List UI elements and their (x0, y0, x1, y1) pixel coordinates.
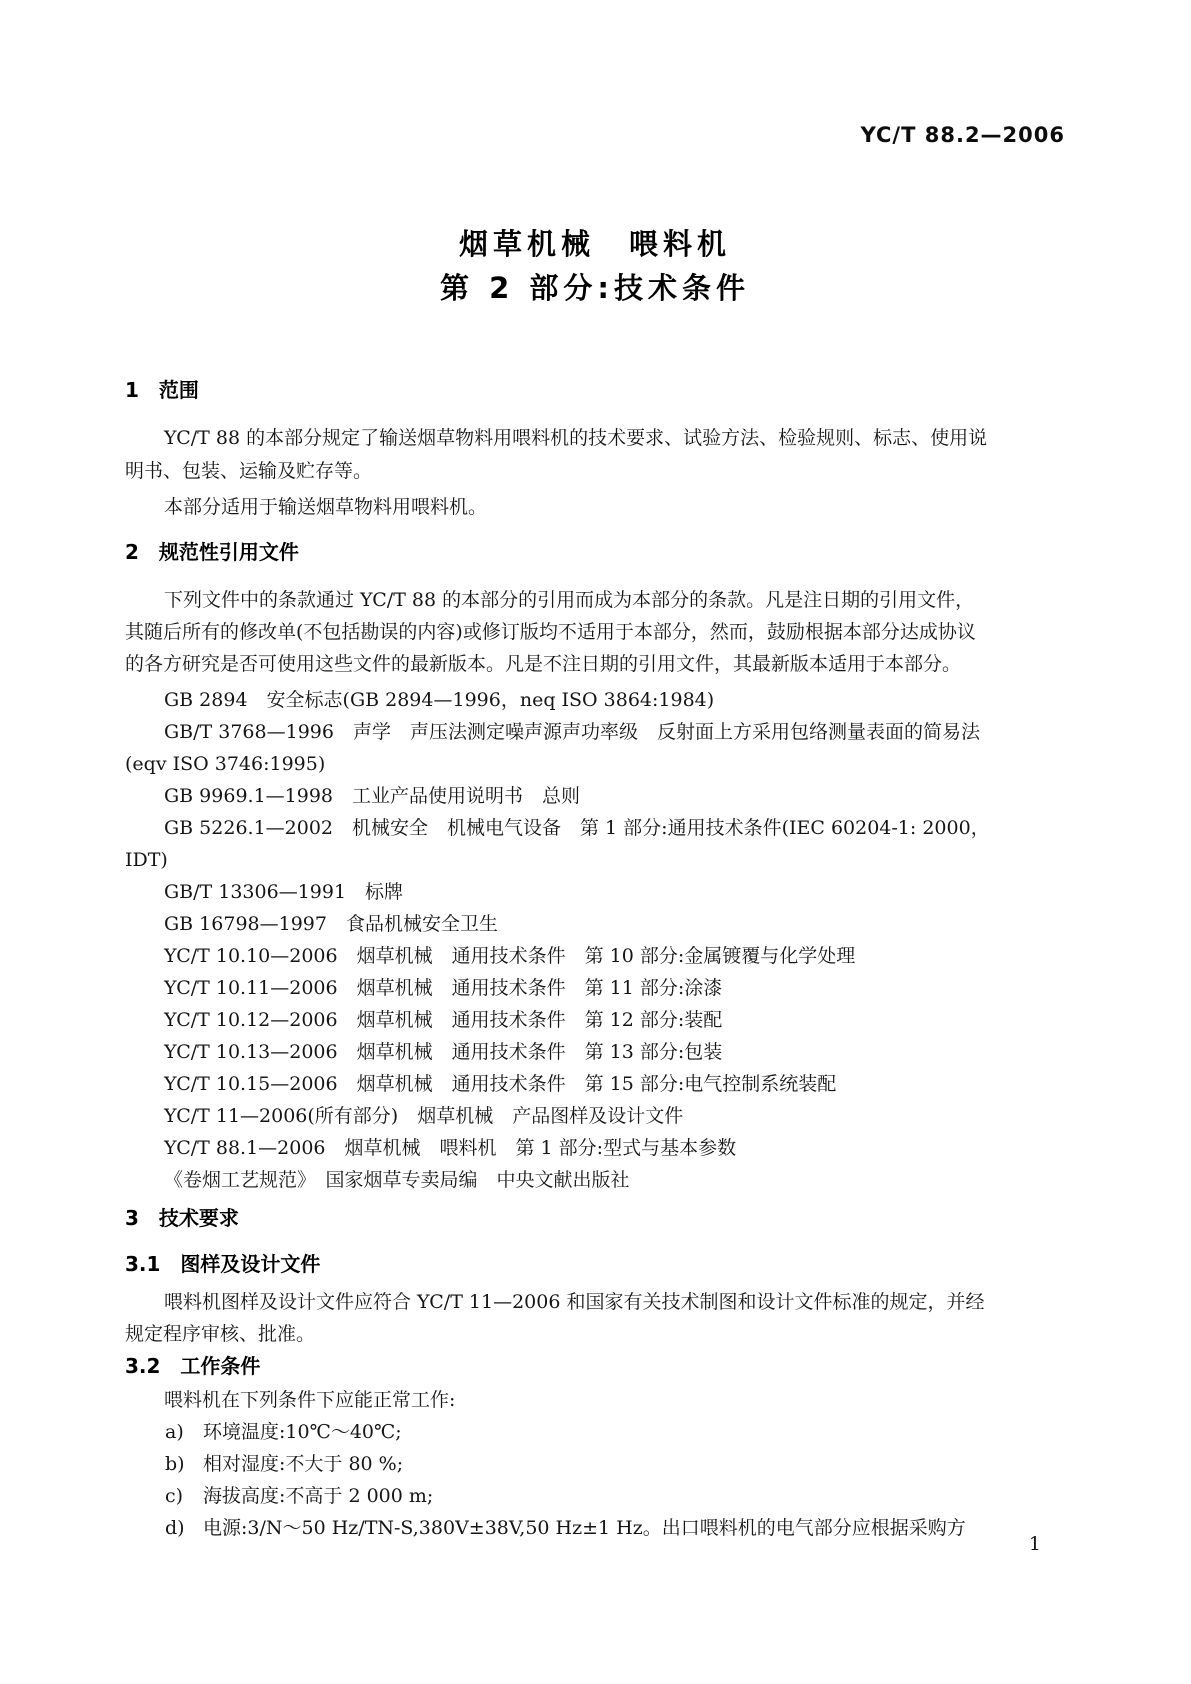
condition-text: 海拔高度:不高于 2 000 m; (203, 1485, 434, 1507)
reference-item: GB/T 3768—1996 声学 声压法测定噪声源声功率级 反射面上方采用包络测量表面的简易法 (164, 721, 980, 743)
condition-label: c) (165, 1485, 184, 1507)
reference-item: YC/T 11—2006(所有部分) 烟草机械 产品图样及设计文件 (164, 1105, 684, 1127)
references-list (125, 684, 1065, 1196)
reference-item: YC/T 10.13—2006 烟草机械 通用技术条件 第 13 部分:包装 (164, 1041, 723, 1063)
condition-label: b) (165, 1453, 185, 1475)
reference-item-continuation: (eqv ISO 3746:1995) (125, 753, 326, 775)
reference-item: 《卷烟工艺规范》 国家烟草专卖局编 中央文献出版社 (164, 1169, 630, 1191)
scope-paragraph-line: 本部分适用于输送烟草物料用喂料机。 (164, 496, 488, 518)
condition-text: 环境温度:10℃～40℃; (203, 1421, 402, 1443)
section-3-2-heading: 3.2 工作条件 (125, 1354, 261, 1378)
references-intro-line: 下列文件中的条款通过 YC/T 88 的本部分的引用而成为本部分的条款。凡是注日期的引用文件， (164, 589, 975, 611)
condition-item-d (125, 1512, 1065, 1544)
condition-text: 相对湿度:不大于 80 %; (203, 1453, 404, 1475)
section-1-heading: 1 范围 (125, 378, 199, 402)
section-3-heading: 3 技术要求 (125, 1206, 239, 1230)
condition-item-c (125, 1480, 1065, 1512)
reference-item: GB/T 13306—1991 标牌 (164, 881, 404, 903)
document-title-line2: 第 2 部分:技术条件 (440, 271, 750, 305)
working-conditions-list (125, 1416, 1065, 1544)
reference-item: YC/T 10.12—2006 烟草机械 通用技术条件 第 12 部分:装配 (164, 1009, 723, 1031)
reference-item: GB 5226.1—2002 机械安全 机械电气设备 第 1 部分:通用技术条件(IEC 60204-1: 2000， (164, 817, 990, 839)
section-3-2-intro: 喂料机在下列条件下应能正常工作: (164, 1389, 456, 1411)
reference-item: YC/T 88.1—2006 烟草机械 喂料机 第 1 部分:型式与基本参数 (164, 1137, 737, 1159)
section-3-1-heading: 3.1 图样及设计文件 (125, 1252, 321, 1276)
reference-item: GB 2894 安全标志(GB 2894—1996，neq ISO 3864:1984) (164, 689, 715, 711)
condition-item-b (125, 1448, 1065, 1480)
references-intro-line: 的各方研究是否可使用这些文件的最新版本。凡是不注日期的引用文件，其最新版本适用于本部分。 (125, 653, 962, 675)
section-3-1-paragraph-line: 喂料机图样及设计文件应符合 YC/T 11—2006 和国家有关技术制图和设计文件标准的规定，并经 (164, 1291, 985, 1313)
page-content (125, 0, 1065, 1544)
document-title (125, 226, 1065, 306)
reference-item: YC/T 10.10—2006 烟草机械 通用技术条件 第 10 部分:金属镀覆与化学处理 (164, 945, 856, 967)
reference-item: YC/T 10.11—2006 烟草机械 通用技术条件 第 11 部分:涂漆 (164, 977, 723, 999)
condition-item-a (125, 1416, 1065, 1448)
condition-label: d) (165, 1517, 185, 1539)
reference-item-continuation: IDT) (125, 849, 168, 871)
section-2-heading: 2 规范性引用文件 (125, 540, 299, 564)
document-title-line1: 烟草机械 喂料机 (458, 227, 731, 261)
standard-code: YC/T 88.2—2006 (860, 123, 1065, 147)
references-intro-line: 其随后所有的修改单(不包括勘误的内容)或修订版均不适用于本部分，然而，鼓励根据本部分达成协议 (125, 621, 976, 643)
reference-item: GB 16798—1997 食品机械安全卫生 (164, 913, 498, 935)
condition-label: a) (165, 1421, 184, 1443)
section-3-1-paragraph-line: 规定程序审核、批准。 (125, 1323, 316, 1345)
reference-item: YC/T 10.15—2006 烟草机械 通用技术条件 第 15 部分:电气控制系统装配 (164, 1073, 837, 1095)
scope-paragraph-line: 明书、包装、运输及贮存等。 (125, 460, 373, 482)
condition-text: 电源:3/N～50 Hz/TN-S,380V±38V,50 Hz±1 Hz。出口喂料机的电气部分应根据采购方 (203, 1517, 966, 1539)
scope-paragraph-line: YC/T 88 的本部分规定了输送烟草物料用喂料机的技术要求、试验方法、检验规则、标志、使用说 (164, 427, 988, 449)
page-number: 1 (1028, 1533, 1041, 1555)
reference-item: GB 9969.1—1998 工业产品使用说明书 总则 (164, 785, 581, 807)
